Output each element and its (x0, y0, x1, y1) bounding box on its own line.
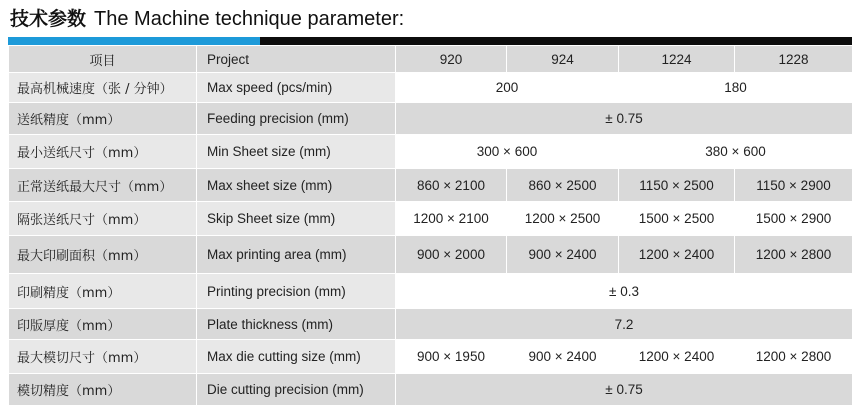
cell-value: 1500 × 2500 (619, 202, 735, 236)
cell-value: 860 × 2500 (507, 169, 619, 202)
table-row (9, 309, 853, 340)
cell-value: 1150 × 2900 (735, 169, 853, 202)
page-title (10, 5, 404, 33)
cell-value: 1200 × 2800 (735, 236, 853, 274)
cell-value: ± 0.75 (396, 103, 853, 135)
cell-value: 900 × 2000 (396, 236, 507, 274)
table-row (9, 103, 853, 135)
row-label-cn: 模切精度（mm） (9, 374, 197, 406)
cell-value: 180 (619, 73, 853, 103)
row-label-cn: 送纸精度（mm） (9, 103, 197, 135)
table-row (9, 169, 853, 202)
row-label-en: Die cutting precision (mm) (197, 374, 396, 406)
cell-value: ± 0.75 (396, 374, 853, 406)
row-label-cn: 印刷精度（mm） (9, 274, 197, 309)
row-label-cn: 最小送纸尺寸（mm） (9, 135, 197, 169)
row-label-cn: 正常送纸最大尺寸（mm） (9, 169, 197, 202)
cell-value: 1150 × 2500 (619, 169, 735, 202)
accent-bar-blue (8, 37, 260, 45)
header-model-920: 920 (396, 46, 507, 73)
table-row (9, 340, 853, 374)
title-en: The Machine technique parameter: (94, 8, 405, 30)
table-row (9, 374, 853, 406)
row-label-en: Max speed (pcs/min) (197, 73, 396, 103)
header-model-924: 924 (507, 46, 619, 73)
table-row (9, 274, 853, 309)
cell-value: 380 × 600 (619, 135, 853, 169)
row-label-en: Max die cutting size (mm) (197, 340, 396, 374)
cell-value: 900 × 2400 (507, 340, 619, 374)
cell-value: 300 × 600 (396, 135, 619, 169)
header-en: Project (197, 46, 396, 73)
row-label-cn: 最高机械速度（张 / 分钟） (9, 73, 197, 103)
cell-value: 860 × 2100 (396, 169, 507, 202)
cell-value: 1200 × 2800 (735, 340, 853, 374)
cell-value: 1200 × 2500 (507, 202, 619, 236)
cell-value: 900 × 1950 (396, 340, 507, 374)
table-row (9, 202, 853, 236)
cell-value: 1200 × 2100 (396, 202, 507, 236)
accent-bar-black (260, 37, 852, 45)
row-label-en: Min Sheet size (mm) (197, 135, 396, 169)
row-label-en: Printing precision (mm) (197, 274, 396, 309)
table-row (9, 135, 853, 169)
row-label-en: Feeding precision (mm) (197, 103, 396, 135)
header-cn: 项目 (9, 46, 197, 73)
title-cn: 技术参数 (10, 8, 87, 30)
cell-value: 200 (396, 73, 619, 103)
row-label-cn: 最大印刷面积（mm） (9, 236, 197, 274)
table-row (9, 236, 853, 274)
cell-value: 900 × 2400 (507, 236, 619, 274)
row-label-cn: 印版厚度（mm） (9, 309, 197, 340)
table-row (9, 73, 853, 103)
row-label-cn: 最大模切尺寸（mm） (9, 340, 197, 374)
row-label-en: Max sheet size (mm) (197, 169, 396, 202)
row-label-cn: 隔张送纸尺寸（mm） (9, 202, 197, 236)
row-label-en: Max printing area (mm) (197, 236, 396, 274)
cell-value: ± 0.3 (396, 274, 853, 309)
table-header-row (9, 46, 853, 73)
cell-value: 1200 × 2400 (619, 340, 735, 374)
cell-value: 7.2 (396, 309, 853, 340)
cell-value: 1500 × 2900 (735, 202, 853, 236)
row-label-en: Skip Sheet size (mm) (197, 202, 396, 236)
header-model-1224: 1224 (619, 46, 735, 73)
row-label-en: Plate thickness (mm) (197, 309, 396, 340)
cell-value: 1200 × 2400 (619, 236, 735, 274)
header-model-1228: 1228 (735, 46, 853, 73)
parameter-table (8, 45, 853, 406)
